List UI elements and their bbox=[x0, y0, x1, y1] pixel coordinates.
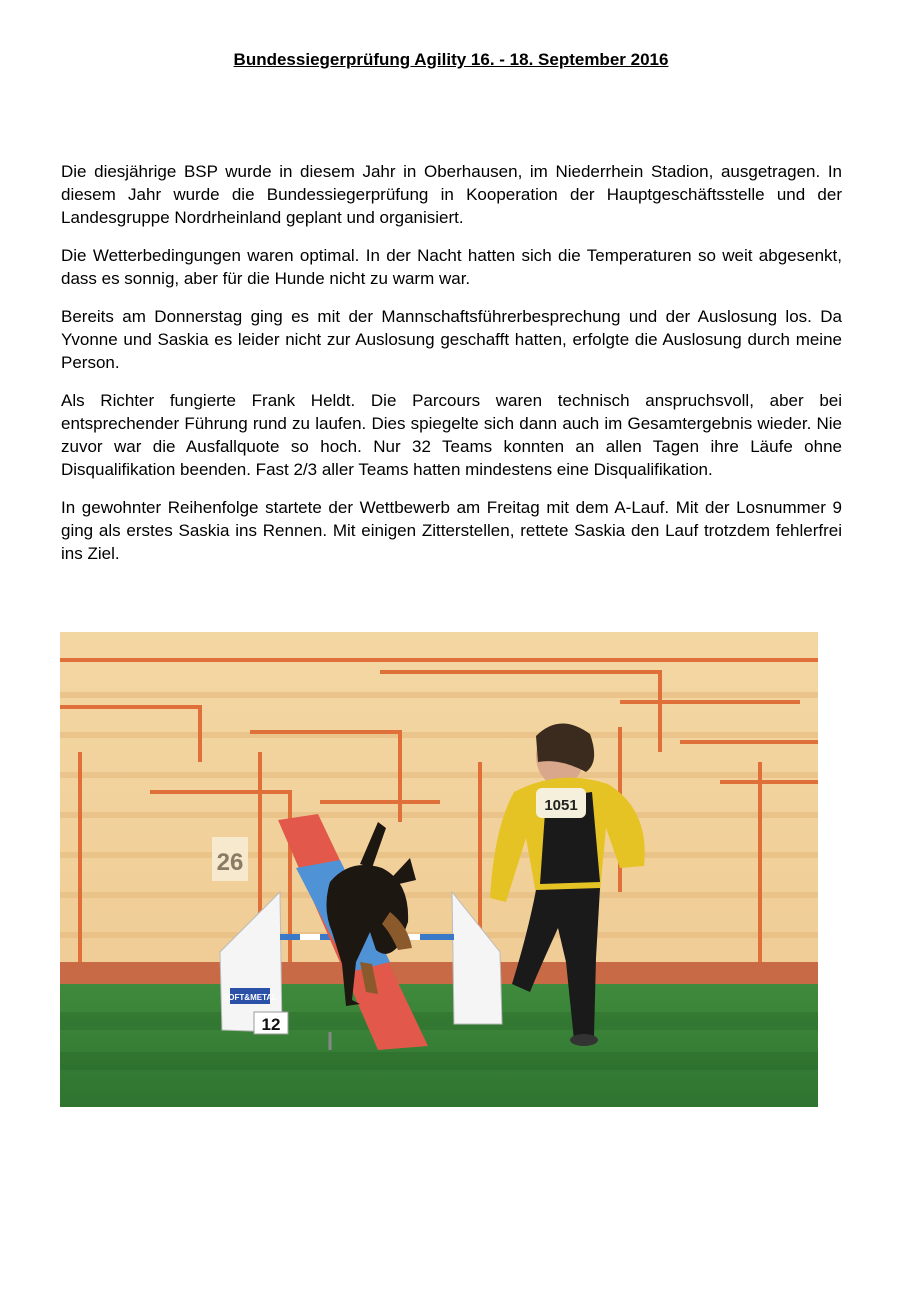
bib-number: 1051 bbox=[544, 797, 578, 814]
obstacle-number: 12 bbox=[261, 1015, 281, 1034]
sponsor-sign-text: SOFT&METAL bbox=[222, 993, 278, 1002]
paragraph-judge: Als Richter fungierte Frank Heldt. Die Parcours waren technisch anspruchsvoll, aber bei entsprechender Führung rund zu laufen. Dies spiegelte sich dann auch im Gesamtergebnis wieder. Nie zuvor war die Ausfallquote so hoch. Nur 32 Teams konnten an allen Tagen ihre Läufe ohne Disqualifikation beenden. Fast 2/3 aller Teams hatten mindestens eine Disqualifikation. bbox=[61, 391, 842, 479]
page-title: Bundessiegerprüfung Agility 16. - 18. September 2016 bbox=[233, 50, 669, 69]
paragraph-venue: Die diesjährige BSP wurde in diesem Jahr in Oberhausen, im Niederrhein Stadion, ausgetragen. In diesem Jahr wurde die Bundessiegerprüfung in Kooperation der Hauptgeschäftsstelle und der Landesgruppe Nordrheinland geplant und organisiert. bbox=[61, 162, 842, 227]
grass-field bbox=[60, 984, 818, 1107]
paragraph-a-run: In gewohnter Reihenfolge startete der Wettbewerb am Freitag mit dem A-Lauf. Mit der Losnummer 9 ging als erstes Saskia ins Rennen. Mit einigen Zitterstellen, rettete Saskia den Lauf trotzdem fehlerfrei ins Ziel. bbox=[61, 498, 842, 563]
agility-run-photo bbox=[60, 632, 818, 1107]
article-body bbox=[61, 160, 842, 580]
seat-block-number: 26 bbox=[216, 849, 244, 876]
paragraph-weather: Die Wetterbedingungen waren optimal. In der Nacht hatten sich die Temperaturen so weit abgesenkt, dass es sonnig, aber für die Hunde nicht zu warm war. bbox=[61, 246, 842, 288]
paragraph-draw: Bereits am Donnerstag ging es mit der Mannschaftsführerbesprechung und der Auslosung los. Da Yvonne und Saskia es leider nicht zur Auslosung geschafft hatten, erfolgte die Auslosung durch meine Person. bbox=[61, 307, 842, 372]
stadium-stands bbox=[60, 632, 818, 982]
